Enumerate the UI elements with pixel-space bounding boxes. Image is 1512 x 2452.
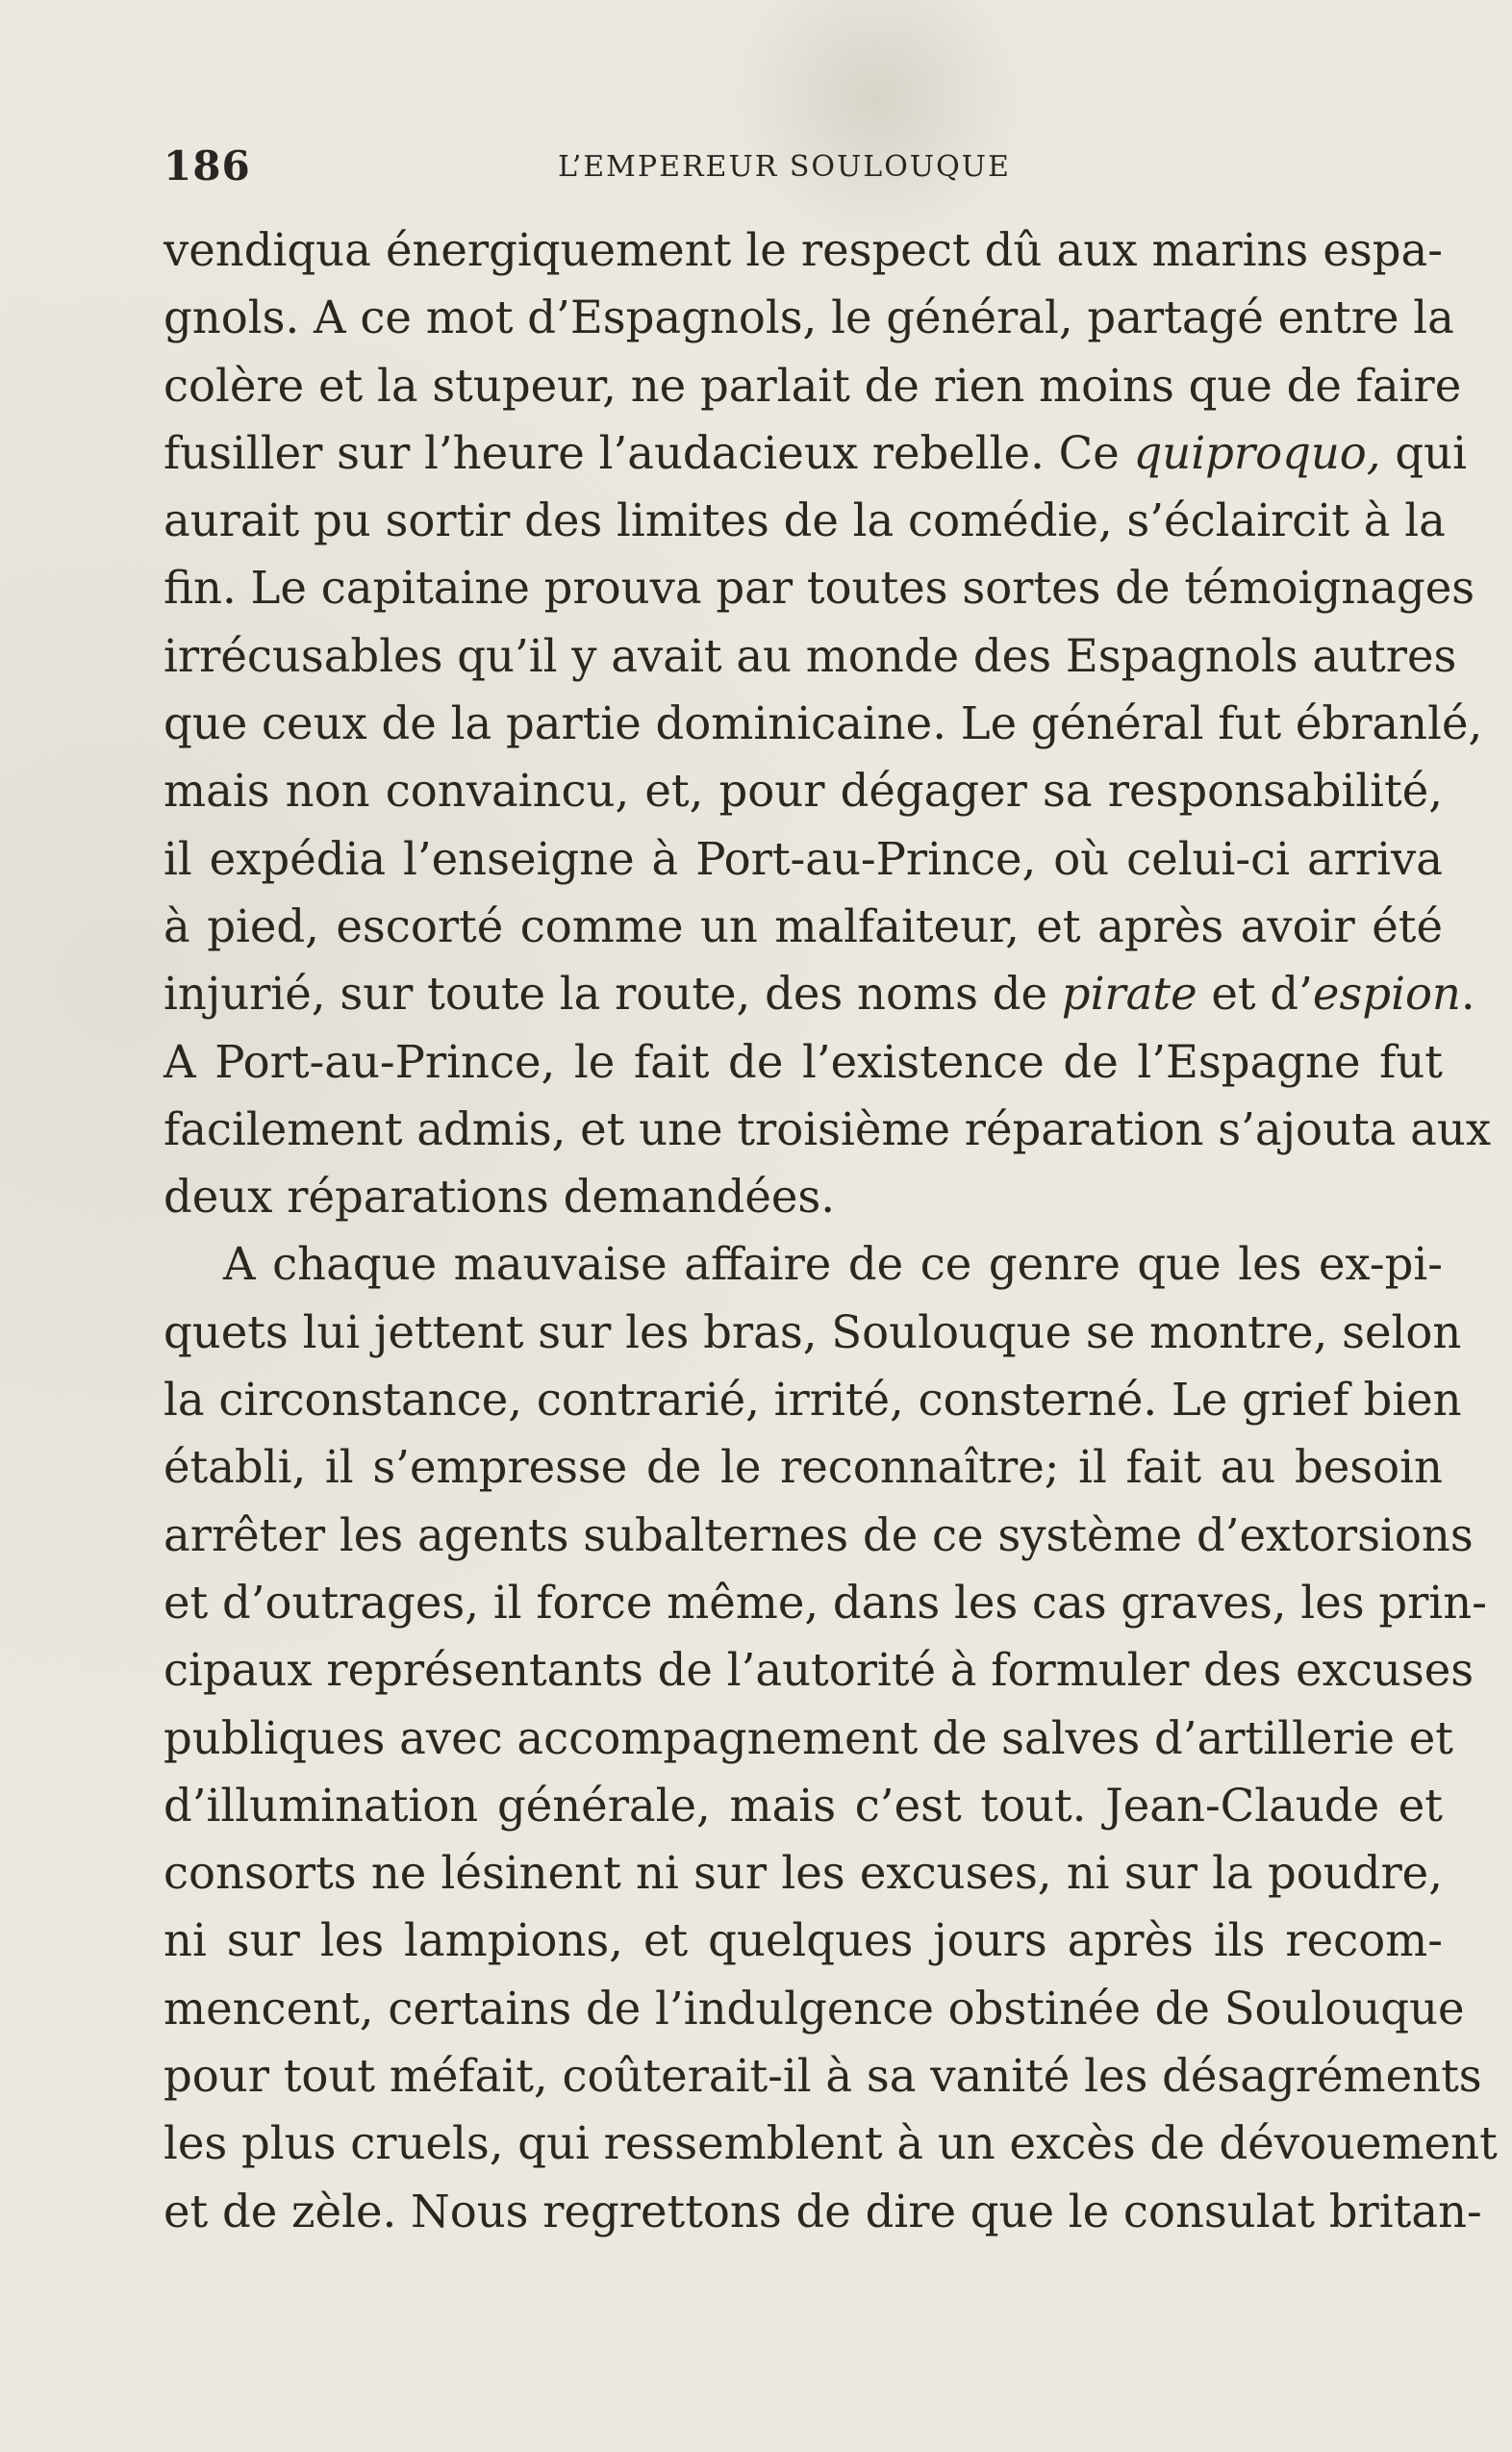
text-line: il expédia l’enseigne à Port-au-Prince, où celui-ci arriva (164, 832, 1443, 885)
text-line: consorts ne lésinent ni sur les excuses, ni sur la poudre, (164, 1847, 1443, 1900)
text-line: à pied, escorté comme un malfaiteur, et après avoir été (164, 899, 1443, 952)
text-line: pour tout méfait, coûterait-il à sa vanité les désagréments (164, 2050, 1482, 2103)
running-title: L’EMPEREUR SOULOUQUE (558, 150, 1011, 184)
text-run: . (1460, 968, 1475, 1021)
text-line: vendiqua énergiquement le respect dû aux marins espa- (164, 224, 1443, 276)
text-run: fusiller sur l’heure l’audacieux rebelle. Ce (164, 426, 1134, 479)
text-line (164, 960, 1475, 1027)
text-line: mencent, certains de l’indulgence obstinée de Soulouque (164, 1982, 1465, 2035)
running-head (164, 142, 1433, 200)
text-line: ni sur les lampions, et quelques jours après ils recom- (164, 1914, 1443, 1967)
text-line: deux réparations demandées. (164, 1171, 836, 1224)
text-line: la circonstance, contrarié, irrité, consterné. Le grief bien (164, 1374, 1462, 1427)
text-line: irrécusables qu’il y avait au monde des Espagnols autres (164, 629, 1457, 682)
italic-word: quiproquo, (1133, 426, 1381, 479)
text-line: arrêter les agents subalternes de ce système d’extorsions (164, 1508, 1474, 1561)
body-text (164, 216, 1498, 2245)
text-line: aurait pu sortir des limites de la comédie, s’éclaircit à la (164, 494, 1446, 547)
text-line: colère et la stupeur, ne parlait de rien moins que de faire (164, 359, 1462, 412)
text-line: facilement admis, et une troisième réparation s’ajouta aux (164, 1102, 1492, 1155)
italic-word: pirate (1061, 968, 1197, 1021)
text-line: fin. Le capitaine prouva par toutes sortes de témoignages (164, 562, 1475, 615)
text-run: et d’ (1197, 968, 1313, 1021)
text-line (164, 419, 1467, 487)
text-line: établi, il s’empresse de le reconnaître; il fait au besoin (164, 1441, 1443, 1494)
text-line: quets lui jettent sur les bras, Soulouque se montre, selon (164, 1305, 1462, 1358)
text-line: gnols. A ce mot d’Espagnols, le général, partagé entre la (164, 291, 1454, 344)
italic-word: espion (1312, 968, 1461, 1021)
text-line: mais non convaincu, et, pour dégager sa responsabilité, (164, 765, 1443, 818)
text-line: et de zèle. Nous regrettons de dire que le consulat britan- (164, 2185, 1482, 2237)
text-line: A Port-au-Prince, le fait de l’existence de l’Espagne fut (164, 1035, 1443, 1088)
text-line: les plus cruels, qui ressemblent à un excès de dévouement (164, 2117, 1498, 2170)
text-line: et d’outrages, il force même, dans les cas graves, les prin- (164, 1576, 1487, 1629)
text-line: d’illumination générale, mais c’est tout. Jean-Claude et (164, 1779, 1443, 1832)
text-run: injurié, sur toute la route, des noms de (164, 968, 1062, 1021)
text-line: publiques avec accompagnement de salves d’artillerie et (164, 1711, 1453, 1764)
page-number: 186 (164, 142, 251, 190)
text-line: que ceux de la partie dominicaine. Le général fut ébranlé, (164, 697, 1483, 750)
text-line: cipaux représentants de l’autorité à formuler des excuses (164, 1644, 1474, 1697)
text-line: A chaque mauvaise affaire de ce genre que les ex-pi- (223, 1238, 1443, 1291)
text-run: qui (1380, 426, 1467, 479)
